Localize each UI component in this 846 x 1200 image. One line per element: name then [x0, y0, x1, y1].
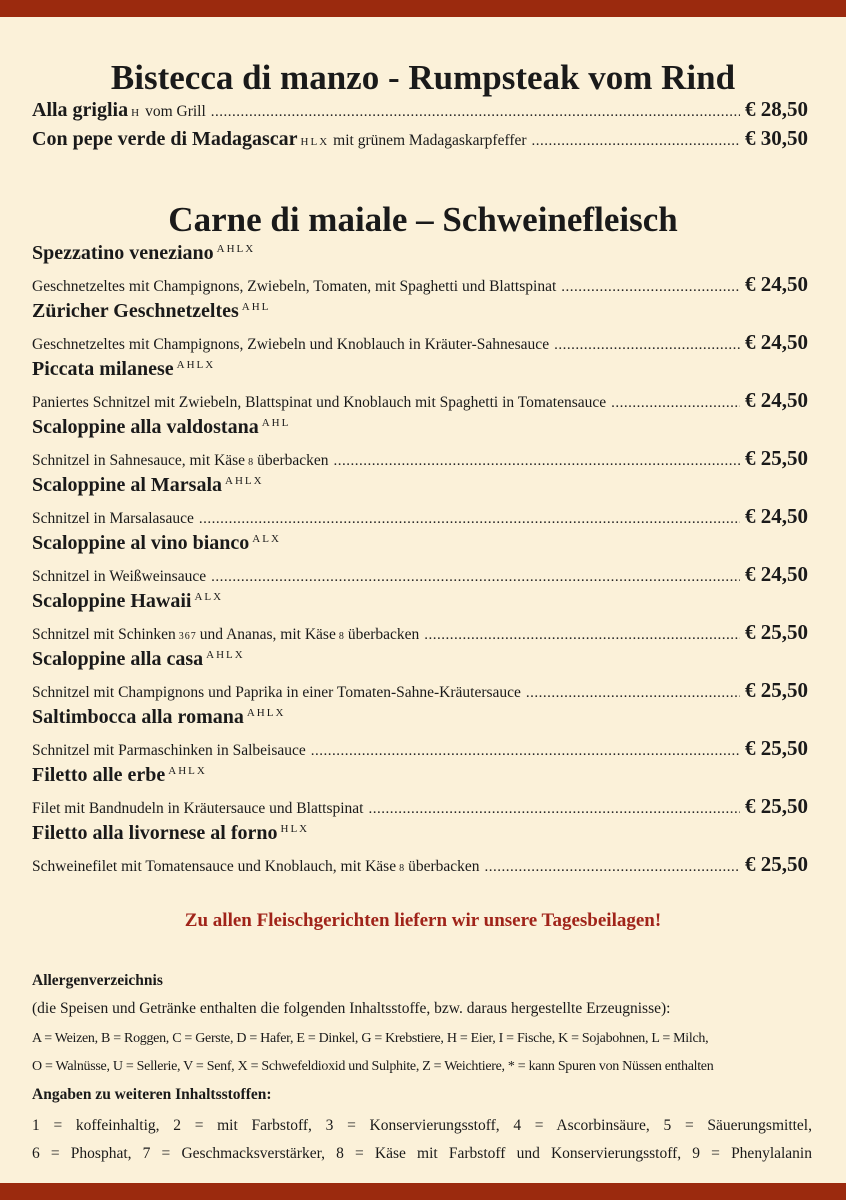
dish-price: € 24,50 [745, 504, 808, 528]
allergen-codes: AHLX [206, 649, 245, 661]
allergen-codes: AHLX [225, 475, 264, 487]
menu-row-vino-bianco [32, 562, 808, 588]
dish-description: Schnitzel in Marsalasauce [32, 510, 194, 527]
menu-row-piccata [32, 388, 808, 414]
allergen-codes: AHL [241, 301, 271, 313]
dish-price: € 24,50 [745, 330, 808, 354]
menu-row-pepe-verde [32, 126, 808, 152]
additive-number: 8 [399, 863, 406, 874]
additives-heading: Angaben zu weiteren Inhaltsstoffen: [32, 1086, 272, 1103]
menu-row-zuericher [32, 330, 808, 356]
additive-number: 8 [338, 631, 345, 642]
dish-title-saltimbocca [32, 706, 285, 729]
top-border-band [0, 0, 846, 17]
dish-price: € 24,50 [745, 388, 808, 412]
dish-title-spezzatino [32, 242, 255, 265]
dot-leader [611, 395, 740, 412]
dish-price: € 24,50 [745, 272, 808, 296]
allergen-codes: HLX [300, 136, 330, 148]
dish-name: Filetto alle erbe [32, 764, 166, 786]
allergen-codes: AHL [261, 417, 291, 429]
allergen-codes: H [131, 107, 142, 119]
dish-title-hawaii [32, 590, 223, 613]
dot-leader [211, 569, 740, 586]
allergen-list-line-1: A = Weizen, B = Roggen, C = Gerste, D = Hafer, E = Dinkel, G = Krebstiere, H = Eier, I = Fische, K = Sojabohnen, L = Milch, [32, 1031, 709, 1046]
section-title-pork: Carne di maiale – Schweinefleisch [168, 200, 678, 239]
dish-name: Con pepe verde di Madagascar [32, 128, 298, 150]
dish-description: Schweinefilet mit Tomatensauce und Knoblauch, mit Käse [32, 858, 397, 875]
dish-title-alla-casa [32, 648, 245, 671]
additives-line-2: 6 = Phosphat, 7 = Geschmacksverstärker, 8 = Käse mit Farbstoff und Konservierungsstoff, 9 = Phenylalanin [32, 1145, 812, 1162]
dish-description: vom Grill [145, 103, 206, 120]
dish-name: Scaloppine al vino bianco [32, 532, 250, 554]
allergen-list-line-2: O = Walnüsse, U = Sellerie, V = Senf, X = Schwefeldioxid und Sulphite, Z = Weichtiere, * = kann Spuren von Nüssen enthalten [32, 1059, 714, 1074]
dot-leader [211, 104, 740, 121]
dish-name: Züricher Geschnetzeltes [32, 300, 239, 322]
dish-price: € 25,50 [745, 852, 808, 876]
dish-price: € 25,50 [745, 678, 808, 702]
menu-row-marsala [32, 504, 808, 530]
dish-description: Schnitzel mit Champignons und Paprika in einer Tomaten-Sahne-Kräutersauce [32, 684, 521, 701]
side-dish-note: Zu allen Fleischgerichten liefern wir unsere Tagesbeilagen! [184, 910, 662, 931]
dish-description: Geschnetzeltes mit Champignons, Zwiebeln, Tomaten, mit Spaghetti und Blattspinat [32, 278, 557, 295]
menu-row-filetto-erbe [32, 794, 808, 820]
allergen-heading: Allergenverzeichnis [32, 972, 163, 989]
allergen-codes: AHLX [216, 243, 256, 255]
menu-row-hawaii [32, 620, 808, 646]
additive-number: 367 [178, 631, 197, 642]
allergen-codes: ALX [194, 591, 224, 603]
dish-name: Scaloppine al Marsala [32, 474, 223, 496]
dot-leader [554, 337, 740, 354]
dot-leader [334, 453, 740, 470]
dish-name: Alla griglia [32, 99, 129, 121]
menu-row-alla-casa [32, 678, 808, 704]
dot-leader [424, 627, 740, 644]
dish-description-end: überbacken [257, 452, 329, 469]
dish-title-zuericher [32, 300, 270, 323]
dish-name: Scaloppine Hawaii [32, 590, 192, 612]
dish-title-valdostana [32, 416, 290, 439]
dish-name: Filetto alla livornese al forno [32, 822, 278, 844]
dot-leader [532, 133, 740, 150]
allergen-codes: AHLX [176, 359, 216, 371]
dish-title-livornese [32, 822, 309, 845]
dish-description: Schnitzel in Weißweinsauce [32, 568, 207, 585]
dish-description: Schnitzel in Sahnesauce, mit Käse [32, 452, 246, 469]
dot-leader [199, 511, 740, 528]
menu-row-alla-griglia [32, 97, 808, 123]
dish-description: Schnitzel mit Parmaschinken in Salbeisauce [32, 742, 306, 759]
dish-description: Schnitzel mit Schinken [32, 626, 176, 643]
allergen-intro: (die Speisen und Getränke enthalten die folgenden Inhaltsstoffe, bzw. daraus hergestellte Erzeugnisse): [32, 1000, 671, 1017]
menu-row-saltimbocca [32, 736, 808, 762]
dot-leader [526, 685, 740, 702]
dish-name: Piccata milanese [32, 358, 174, 380]
additive-number: 8 [248, 457, 255, 468]
dish-name: Spezzatino veneziano [32, 242, 214, 264]
dot-leader [561, 279, 740, 296]
dot-leader [485, 859, 740, 876]
dish-description: Geschnetzeltes mit Champignons, Zwiebeln und Knoblauch in Kräuter-Sahnesauce [32, 336, 550, 353]
dish-title-vino-bianco [32, 532, 281, 555]
dish-name: Scaloppine alla valdostana [32, 416, 259, 438]
menu-row-spezzatino [32, 272, 808, 298]
dish-price: € 30,50 [745, 126, 808, 150]
dish-price: € 25,50 [745, 620, 808, 644]
dot-leader [368, 801, 740, 818]
dish-title-filetto-erbe [32, 764, 207, 787]
section-title-beef: Bistecca di manzo - Rumpsteak vom Rind [110, 58, 736, 97]
dish-price: € 28,50 [745, 97, 808, 121]
allergen-codes: ALX [252, 533, 281, 545]
dish-description-end: überbacken [347, 626, 420, 643]
dish-title-marsala [32, 474, 264, 497]
menu-row-livornese [32, 852, 808, 878]
dish-description-middle: und Ananas, mit Käse [199, 626, 336, 643]
dish-title-piccata [32, 358, 215, 381]
dish-price: € 25,50 [745, 736, 808, 760]
allergen-codes: AHLX [246, 707, 286, 719]
dot-leader [311, 743, 740, 760]
dish-price: € 25,50 [745, 446, 808, 470]
allergen-codes: AHLX [168, 765, 207, 777]
menu-row-valdostana [32, 446, 808, 472]
additives-line-1: 1 = koffeinhaltig, 2 = mit Farbstoff, 3 = Konservierungsstoff, 4 = Ascorbinsäure, 5 = Säuerungsmittel, [32, 1117, 812, 1134]
dish-description-end: überbacken [408, 858, 480, 875]
dish-price: € 24,50 [745, 562, 808, 586]
dish-name: Scaloppine alla casa [32, 648, 204, 670]
dish-description: Filet mit Bandnudeln in Kräutersauce und Blattspinat [32, 800, 364, 817]
dish-price: € 25,50 [745, 794, 808, 818]
dish-description: mit grünem Madagaskarpfeffer [333, 132, 527, 149]
allergen-codes: HLX [280, 823, 310, 835]
dish-description: Paniertes Schnitzel mit Zwiebeln, Blattspinat und Knoblauch mit Spaghetti in Tomatensauce [32, 394, 607, 411]
dish-name: Saltimbocca alla romana [32, 706, 244, 728]
bottom-border-band [0, 1183, 846, 1200]
